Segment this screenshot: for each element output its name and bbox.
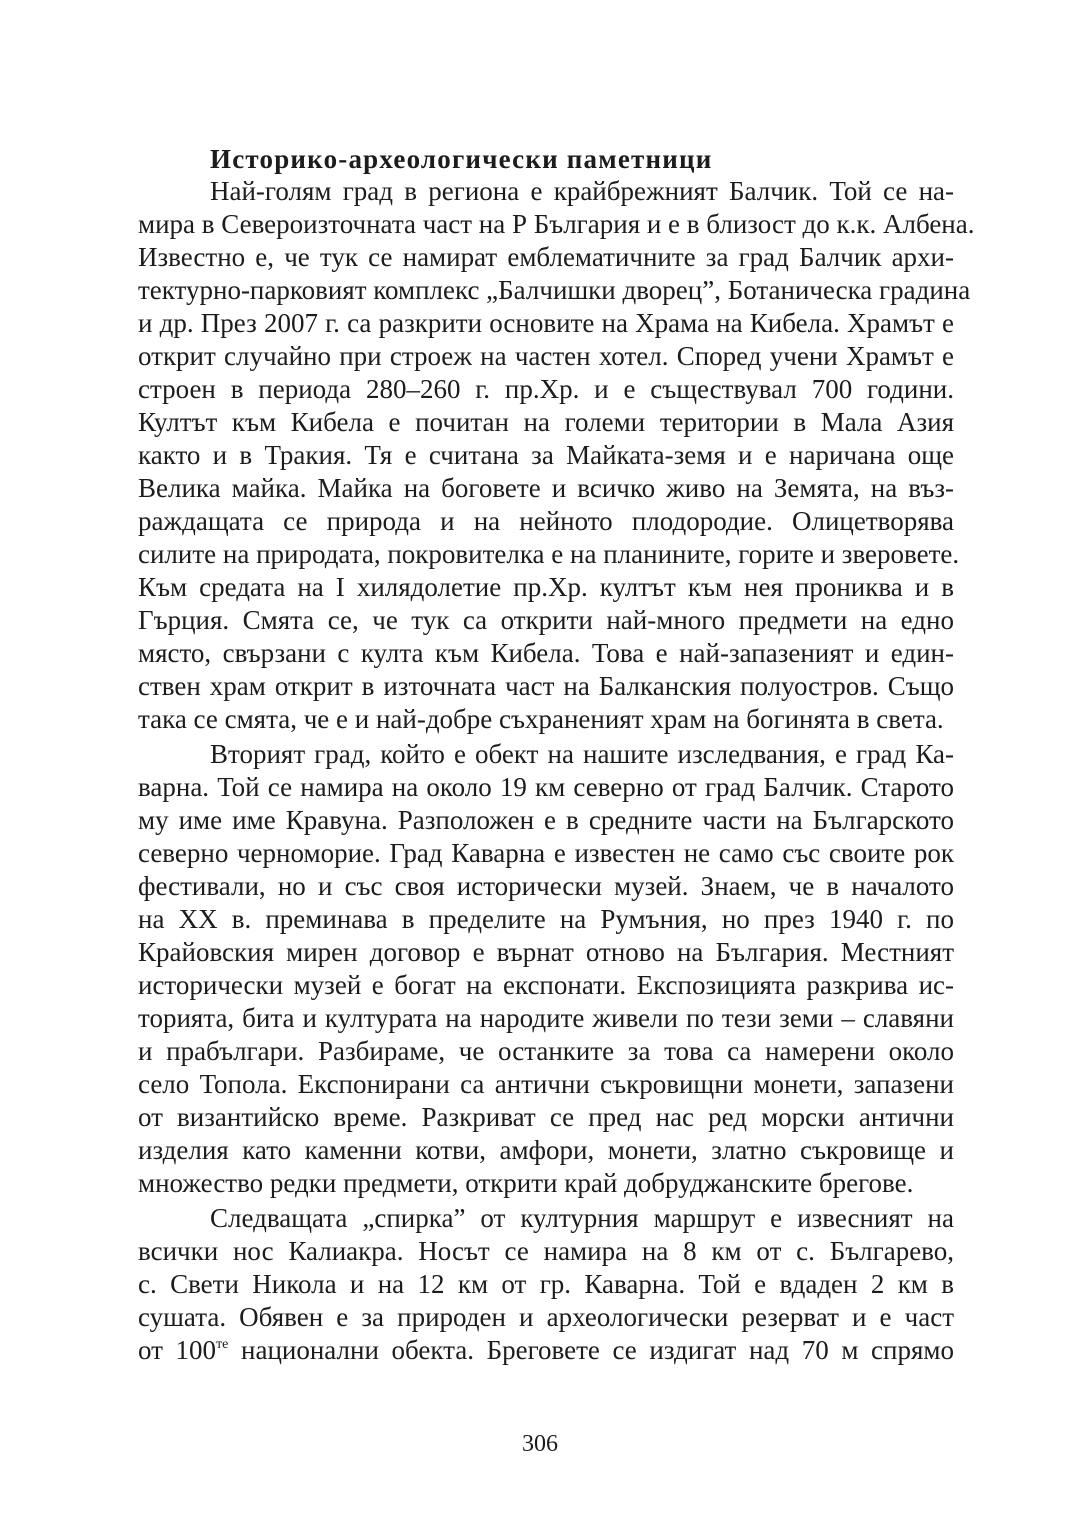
paragraph-line: с. Свети Никола и на 12 км от гр. Каварна. Той е вдаден 2 км в [138,1269,954,1299]
paragraph-line: варна. Той се намира на около 19 км северно от град Балчик. Старото [138,772,954,802]
line-text: национални обекта. Бреговете се издигат над 70 м спрямо [228,1335,954,1365]
paragraph-line: строен в периода 280–260 г. пр.Хр. и е съществувал 700 години. [138,374,954,404]
paragraph-line: както и в Тракия. Тя е считана за Майката-земя и е наричана още [138,440,954,470]
paragraph-line: исторически музей е богат на експонати. Експозицията разкрива ис- [138,970,954,1000]
paragraph-balchik [138,175,975,736]
paragraph-line: и прабългари. Разбираме, че останките за това са намерени около [138,1036,954,1066]
paragraph-line: силите на природата, покровителка е на планините, горите и зверовете. [138,539,960,569]
paragraph-line: открит случайно при строеж на частен хотел. Според учени Храмът е [138,341,954,371]
paragraph-line: всички нос Калиакра. Носът се намира на 8 км от с. Българево, [138,1236,954,1266]
paragraph-line: от византийско време. Разкриват се пред нас ред морски антични [138,1102,954,1132]
paragraph-line: изделия като каменни котви, амфори, монети, златно съкровище и [138,1135,954,1165]
paragraph-line: Следващата „спирка” от културния маршрут е извесният на [210,1203,954,1233]
paragraph-line: и др. През 2007 г. са разкрити основите на Храма на Кибела. Храмът е [138,308,954,338]
paragraph-line: на XX в. преминава в пределите на Румъния, но през 1940 г. по [138,904,954,934]
paragraph-line: фестивали, но и със своя исторически музей. Знаем, че в началото [138,871,954,901]
paragraph-line: мира в Североизточната част на Р България и е в близост до к.к. Албена. [138,209,975,239]
paragraph-line: множество редки предмети, открити край добруджанските брегове. [138,1168,914,1198]
paragraph-line: Известно е, че тук се намират емблематичните за град Балчик архи- [138,242,954,272]
paragraph-line: раждащата се природа и на нейното плодородие. Олицетворява [138,506,954,536]
paragraph-kavarna [138,738,954,1200]
line-text: от 100 [138,1335,217,1365]
paragraph-kaliakra [138,1202,954,1367]
paragraph-line: Вторият град, който е обект на нашите изследвания, е град Ка- [210,739,954,769]
paragraph-line: ствен храм открит в източната част на Балканския полуостров. Също [138,671,954,701]
paragraph-line: тектурно-парковият комплекс „Балчишки дворец”, Ботаническа градина [138,275,971,305]
paragraph-line: Култът към Кибела е почитан на големи територии в Мала Азия [138,407,954,437]
paragraph-line: така се смята, че е и най-добре съхраненият храм на богинята в света. [138,704,944,734]
paragraph-line: сушата. Обявен е за природен и археологически резерват и е част [138,1302,954,1332]
paragraph-line: Велика майка. Майка на боговете и всичко живо на Земята, на въз- [138,473,954,503]
page-body [138,143,975,1367]
paragraph-line: Най-голям град в региона е крайбрежният Балчик. Той се на- [210,176,954,206]
paragraph-line: торията, бита и културата на народите живели по тези земи – славяни [138,1003,954,1033]
section-heading: Историко-археологически паметници [210,144,713,174]
paragraph-line: му име име Кравуна. Разположен е в средните части на Българското [138,805,954,835]
paragraph-line: Гърция. Смята се, че тук са открити най-много предмети на едно [138,605,954,635]
paragraph-line: Крайовския мирен договор е върнат отново на България. Местният [138,937,954,967]
paragraph-line: село Топола. Експонирани са антични съкровищни монети, запазени [138,1069,954,1099]
paragraph-line: северно черноморие. Град Каварна е известен не само със своите рок [138,838,954,868]
paragraph-line: място, свързани с култа към Кибела. Това е най-запазеният и един- [138,638,954,668]
paragraph-line: Към средата на I хилядолетие пр.Хр. култът към нея прониква и в [138,572,954,602]
superscript: те [216,1337,229,1352]
paragraph-line [138,1334,954,1367]
page-number: 306 [522,1431,558,1457]
